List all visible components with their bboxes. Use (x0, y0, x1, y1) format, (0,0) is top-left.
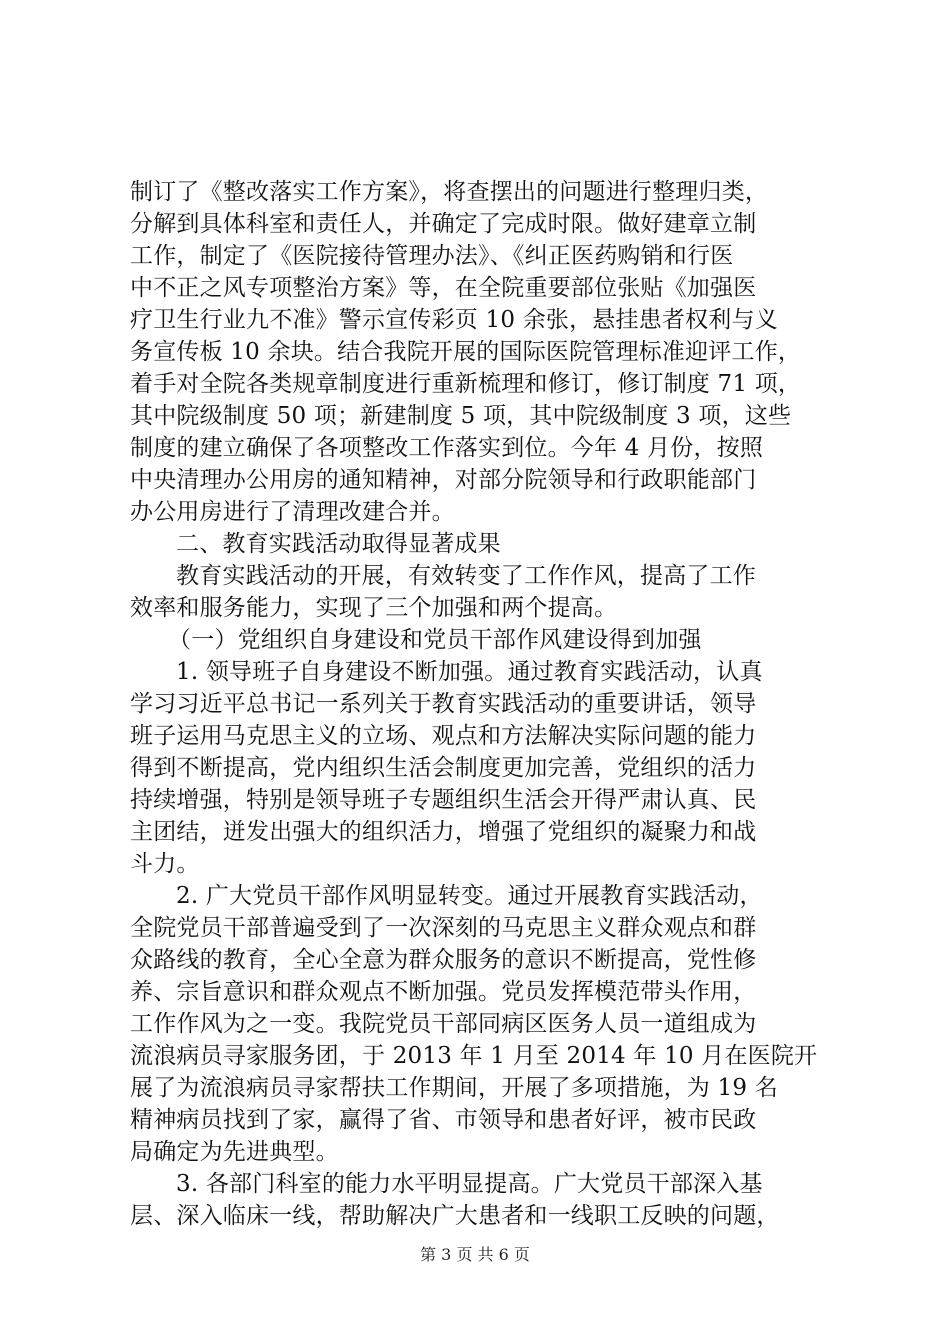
text-line: 养、宗旨意识和群众观点不断加强。党员发挥模范带头作用， (130, 979, 757, 1005)
text-line: 务宣传板 10 余块。结合我院开展的国际医院管理标准迎评工作， (130, 339, 802, 365)
text-line: 分解到具体科室和责任人，并确定了完成时限。做好建章立制 (130, 211, 757, 237)
text-line: 办公用房进行了清理改建合并。 (130, 499, 455, 525)
text-line: 中不正之风专项整治方案》等，在全院重要部位张贴《加强医 (130, 275, 757, 301)
text-line: 斗力。 (130, 851, 200, 877)
text-line: 流浪病员寻家服务团，于 2013 年 1 月至 2014 年 10 月在医院开 (130, 1043, 818, 1069)
text-line: 层、深入临床一线，帮助解决广大患者和一线职工反映的问题， (130, 1203, 780, 1229)
text-line: 中央清理办公用房的通知精神，对部分院领导和行政职能部门 (130, 467, 757, 493)
subsection-heading: （一）党组织自身建设和党员干部作风建设得到加强 (168, 627, 702, 653)
text-line: 效率和服务能力，实现了三个加强和两个提高。 (130, 595, 618, 621)
text-line: 1. 领导班子自身建设不断加强。通过教育实践活动，认真 (176, 659, 763, 685)
text-line: 众路线的教育，全心全意为群众服务的意识不断提高，党性修 (130, 947, 757, 973)
text-line: 2. 广大党员干部作风明显转变。通过开展教育实践活动， (176, 883, 763, 909)
text-line: 制度的建立确保了各项整改工作落实到位。今年 4 月份，按照 (130, 435, 764, 461)
text-line: 3. 各部门科室的能力水平明显提高。广大党员干部深入基 (176, 1171, 763, 1197)
text-line: 展了为流浪病员寻家帮扶工作期间，开展了多项措施，为 19 名 (130, 1075, 778, 1101)
text-line: 疗卫生行业九不准》警示宣传彩页 10 余张，悬挂患者权利与义 (130, 307, 778, 333)
text-line: 工作作风为之一变。我院党员干部同病区医务人员一道组成为 (130, 1011, 757, 1037)
text-line: 得到不断提高，党内组织生活会制度更加完善，党组织的活力 (130, 755, 757, 781)
text-line: 精神病员找到了家，赢得了省、市领导和患者好评，被市民政 (130, 1107, 757, 1133)
text-line: 制订了《整改落实工作方案》，将查摆出的问题进行整理归类， (130, 179, 769, 205)
text-line: 着手对全院各类规章制度进行重新梳理和修订，修订制度 71 项， (130, 371, 802, 397)
text-line: 局确定为先进典型。 (130, 1139, 339, 1165)
text-line: 主团结，迸发出强大的组织活力，增强了党组织的凝聚力和战 (130, 819, 757, 845)
text-line: 工作，制定了《医院接待管理办法》、《纠正医药购销和行医 (130, 243, 734, 269)
text-line: 学习习近平总书记一系列关于教育实践活动的重要讲话，领导 (130, 691, 757, 717)
text-line: 持续增强，特别是领导班子专题组织生活会开得严肃认真、民 (130, 787, 757, 813)
text-line: 班子运用马克思主义的立场、观点和方法解决实际问题的能力 (130, 723, 757, 749)
section-heading: 二、教育实践活动取得显著成果 (176, 531, 501, 557)
text-line: 其中院级制度 50 项；新建制度 5 项，其中院级制度 3 项，这些 (130, 403, 792, 429)
text-line: 教育实践活动的开展，有效转变了工作作风，提高了工作 (176, 563, 756, 589)
text-line: 全院党员干部普遍受到了一次深刻的马克思主义群众观点和群 (130, 915, 757, 941)
page-number-footer: 第 3 页 共 6 页 (420, 1245, 530, 1264)
